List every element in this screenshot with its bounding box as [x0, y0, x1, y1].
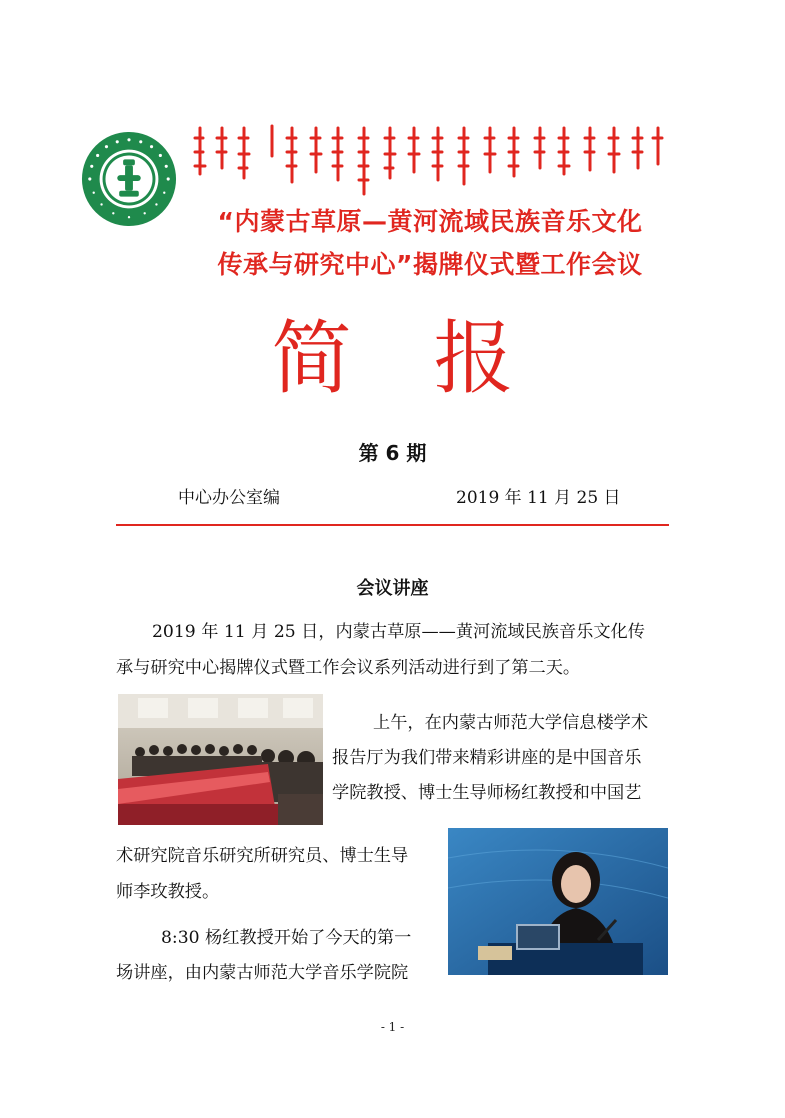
university-logo	[80, 130, 178, 228]
paragraph-3-line-1: 8:30 杨红教授开始了今天的第一	[161, 928, 412, 948]
paragraph-2-line-3: 学院教授、博士生导师杨红教授和中国艺	[332, 783, 642, 803]
paragraph-2-line-2: 报告厅为我们带来精彩讲座的是中国音乐	[332, 748, 642, 768]
page-number: - 1 -	[380, 1020, 405, 1034]
bulletin-heading-char-1: 简	[271, 312, 352, 405]
paragraph-1-line-1: 2019 年 11 月 25 日，内蒙古草原——黄河流域民族音乐文化传	[152, 622, 645, 642]
paragraph-1-line-2: 承与研究中心揭牌仪式暨工作会议系列活动进行到了第二天。	[116, 658, 581, 678]
speaker-photo	[448, 828, 668, 975]
bulletin-heading	[0, 304, 785, 414]
bulletin-title	[190, 200, 670, 286]
paragraph-2-line-4: 术研究院音乐研究所研究员、博士生导	[116, 846, 409, 866]
paragraph-2-line-5: 师李玫教授。	[116, 882, 220, 902]
paragraph-3-line-2: 场讲座，由内蒙古师范大学音乐学院院	[116, 963, 409, 983]
bulletin-heading-char-2: 报	[433, 312, 514, 405]
publication-date: 2019 年 11 月 25 日	[456, 488, 621, 508]
bulletin-title-line-1: “内蒙古草原—黄河流域民族音乐文化	[217, 207, 643, 236]
paragraph-2-line-1: 上午，在内蒙古师范大学信息楼学术	[373, 713, 649, 733]
bulletin-title-line-2: 传承与研究中心”揭牌仪式暨工作会议	[217, 250, 643, 279]
header-divider	[116, 524, 669, 526]
lecture-audience-photo	[118, 694, 323, 825]
section-title: 会议讲座	[356, 578, 429, 599]
issue-number: 第 6 期	[358, 441, 427, 465]
mongolian-script-heading	[192, 120, 664, 198]
editor-line: 中心办公室编	[178, 488, 280, 508]
